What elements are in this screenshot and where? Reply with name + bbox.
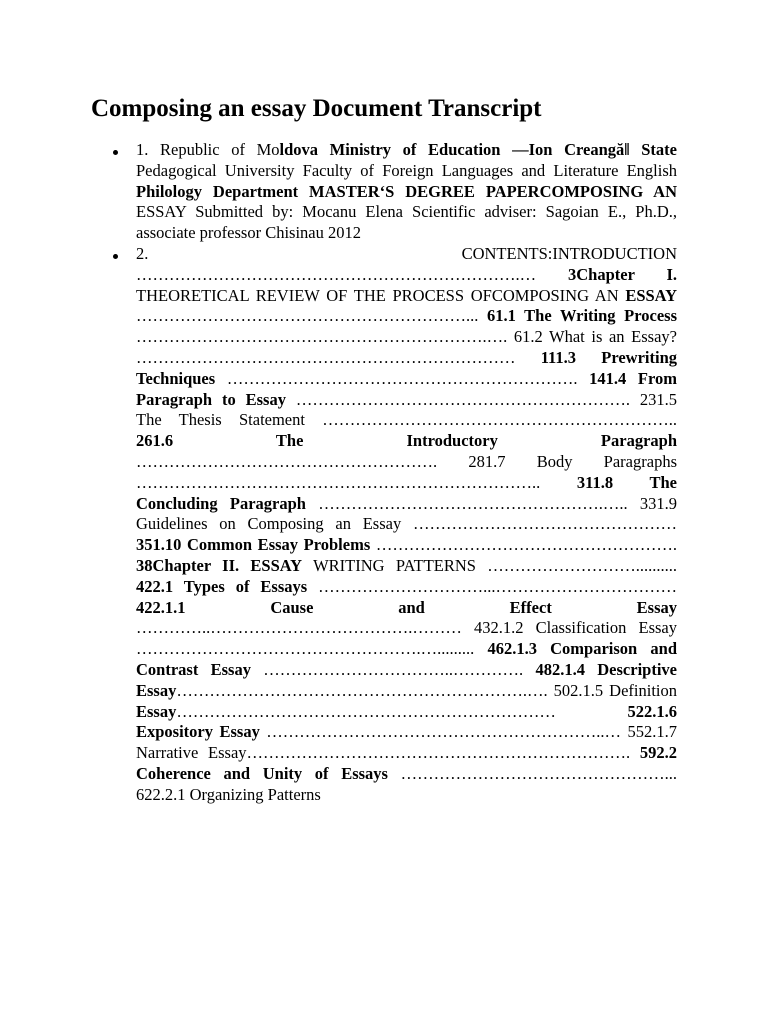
transcript-bold-segment: 422.1 Types of Essays: [136, 576, 308, 596]
transcript-segment: THEORETICAL REVIEW OF THE PROCESS OFCOMPOSING AN: [136, 285, 626, 305]
transcript-bold-segment: Essay: [136, 701, 177, 721]
transcript-bold-segment: ldova Ministry of Education —Ion Creangă‖ State: [279, 140, 677, 159]
transcript-bold-segment: ESSAY: [625, 285, 677, 305]
transcript-segment: Pedagogical University Faculty of Foreign Languages and Literature English: [136, 160, 677, 180]
bullet-icon: [113, 254, 118, 259]
transcript-bold-segment: 61.1 The Writing Process: [486, 306, 677, 326]
transcript-item-text: [136, 244, 677, 920]
document-title: Composing an essay Document Transcript: [91, 95, 542, 122]
transcript-bold-segment: 311.8 The Concluding Paragraph: [136, 472, 678, 513]
transcript-segment: ……………………………………………………..… 552.1.7 Narrative Essay…………………………………………………………….: [136, 722, 678, 763]
transcript-bold-segment: Philology Department MASTER‘S DEGREE PAPERCOMPOSING AN: [136, 181, 677, 201]
transcript-bold-segment: 522.1.6 Expository Essay: [136, 701, 677, 742]
transcript-segment: 1. Republic of Mo: [136, 140, 280, 159]
transcript-bold-segment: 422.1.1 Cause and Effect Essay: [136, 597, 677, 617]
transcript-bold-segment: 3Chapter I.: [567, 264, 677, 284]
transcript-item-text: [136, 140, 677, 244]
transcript-segment: ESSAY Submitted by: Mocanu Elena Scientific adviser: Sagoian E., Ph.D., associate professor Chisinau 2012: [136, 202, 677, 243]
transcript-segment: ……………………………………………………….…. 61.2 What is an Essay? ……………………………………………………………: [136, 327, 677, 367]
transcript-segment: …………………………...……………………………: [307, 576, 678, 596]
transcript-segment: …………………………………………….….. 331.9 Guidelines on Composing an Essay …………………………………………: [136, 493, 677, 534]
transcript-segment: ………………………………………………. 281.7 Body Paragraphs ………………………………………………………………..: [136, 451, 677, 492]
transcript-segment: ……………………………………………….: [370, 535, 677, 555]
transcript-bold-segment: 111.3 Prewriting Techniques: [136, 347, 677, 388]
transcript-segment: ……………………………..………….: [250, 659, 536, 679]
transcript-bold-segment: 38Chapter II. ESSAY: [136, 555, 303, 575]
transcript-segment: ……………………………………………………….: [215, 368, 590, 388]
transcript-segment: …………………………………………... 622.2.1 Organizing Patterns: [136, 763, 677, 804]
transcript-bold-segment: 592.2 Coherence and Unity of Essays: [136, 743, 677, 783]
transcript-segment: ……………………………………………………….…. 502.1.5 Definition: [176, 680, 677, 700]
transcript-bold-segment: 462.1.3 Comparison and Contrast Essay: [136, 639, 677, 679]
transcript-item: [0, 140, 768, 244]
transcript-segment: …………..……………………………….……… 432.1.2 Classification Essay …………………………………………….….........: [136, 618, 677, 659]
transcript-segment: 2. CONTENTS:INTRODUCTION …………………………………………………………….…: [136, 244, 677, 284]
transcript-bold-segment: 482.1.4 Descriptive Essay: [136, 659, 677, 700]
transcript-list: [0, 140, 768, 920]
transcript-bold-segment: 351.10 Common Essay Problems: [136, 535, 371, 555]
transcript-segment: ……………………………………………………. 231.5 The Thesis Statement ………………………………………………………..: [136, 389, 678, 430]
transcript-segment: ……………………………………………………………: [176, 701, 628, 721]
transcript-bold-segment: 261.6 The Introductory Paragraph: [136, 431, 677, 451]
bullet-icon: [113, 150, 118, 155]
transcript-segment: WRITING PATTERNS ………………………..........: [302, 555, 677, 575]
transcript-segment: ……………………………………………………...: [136, 306, 487, 326]
transcript-item: [0, 244, 768, 920]
transcript-bold-segment: 141.4 From Paragraph to Essay: [136, 368, 677, 409]
